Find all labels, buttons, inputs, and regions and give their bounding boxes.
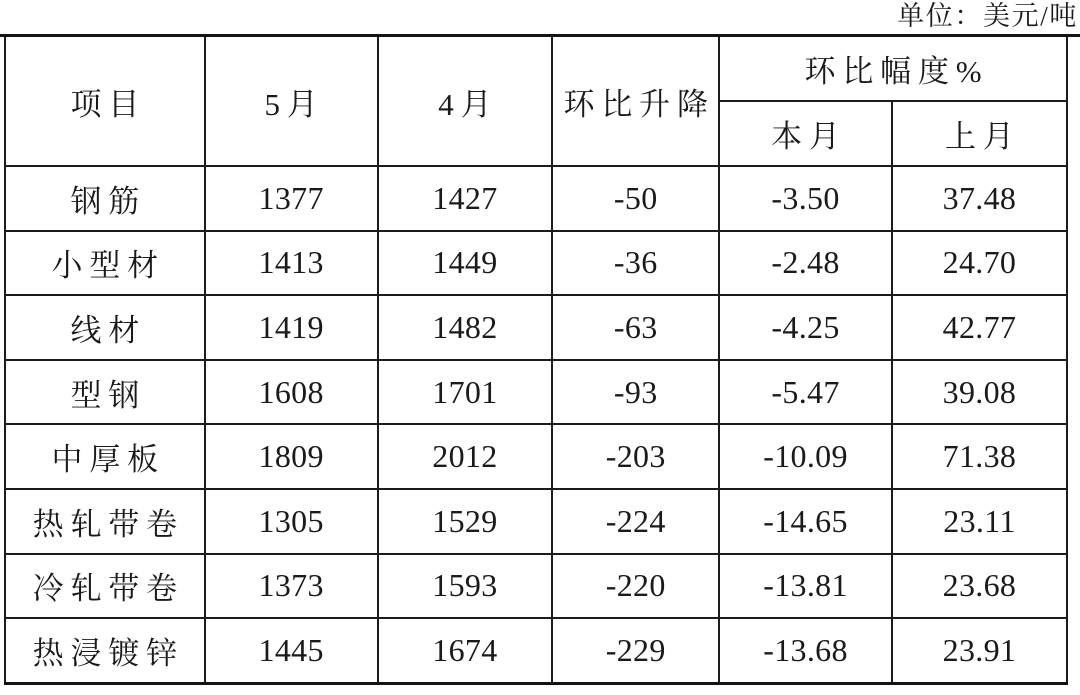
- cell-rate-last: 24.70: [892, 231, 1067, 296]
- table-row: [5, 554, 1067, 619]
- cell-rate-last: 23.91: [892, 618, 1067, 683]
- cell-change: -93: [552, 360, 719, 425]
- cell-rate-this: -3.50: [719, 166, 892, 231]
- cell-rate-this: -13.68: [719, 618, 892, 683]
- cell-rate-this: -5.47: [719, 360, 892, 425]
- table-row: [5, 360, 1067, 425]
- cell-change: -36: [552, 231, 719, 296]
- row-label: 冷轧带卷: [5, 554, 205, 619]
- col-header-april: 4月: [378, 36, 553, 167]
- cell-may: 1608: [205, 360, 378, 425]
- cell-may: 1413: [205, 231, 378, 296]
- col-header-may: 5月: [205, 36, 378, 167]
- cell-rate-this: -4.25: [719, 295, 892, 360]
- cell-rate-last: 37.48: [892, 166, 1067, 231]
- row-label: 小型材: [5, 231, 205, 296]
- table-row: [5, 166, 1067, 231]
- cell-may: 1809: [205, 424, 378, 489]
- cell-rate-last: 39.08: [892, 360, 1067, 425]
- cell-april: 1674: [378, 618, 553, 683]
- cell-change: -50: [552, 166, 719, 231]
- cell-may: 1377: [205, 166, 378, 231]
- row-label: 热浸镀锌: [5, 618, 205, 683]
- table-row: [5, 424, 1067, 489]
- cell-rate-last: 23.11: [892, 489, 1067, 554]
- col-header-mom-rate: 环比幅度%: [719, 36, 1067, 102]
- table-row: [5, 618, 1067, 683]
- cell-april: 1482: [378, 295, 553, 360]
- col-header-mom-change: 环比升降: [552, 36, 719, 167]
- cell-may: 1419: [205, 295, 378, 360]
- cell-rate-this: -14.65: [719, 489, 892, 554]
- cell-april: 1449: [378, 231, 553, 296]
- table-row: [5, 295, 1067, 360]
- cell-may: 1445: [205, 618, 378, 683]
- row-label: 线材: [5, 295, 205, 360]
- cell-april: 1529: [378, 489, 553, 554]
- row-label: 中厚板: [5, 424, 205, 489]
- row-label: 热轧带卷: [5, 489, 205, 554]
- row-label: 型钢: [5, 360, 205, 425]
- cell-rate-this: -2.48: [719, 231, 892, 296]
- cell-rate-last: 23.68: [892, 554, 1067, 619]
- cell-april: 1427: [378, 166, 553, 231]
- unit-note: 单位：美元/吨: [897, 1, 1078, 31]
- table-row: [5, 489, 1067, 554]
- cell-change: -63: [552, 295, 719, 360]
- cell-april: 1701: [378, 360, 553, 425]
- row-label: 钢筋: [5, 166, 205, 231]
- table-row: [5, 231, 1067, 296]
- col-header-last-month: 上月: [892, 101, 1067, 166]
- header-row-1: [5, 36, 1067, 102]
- cell-change: -203: [552, 424, 719, 489]
- cell-change: -229: [552, 618, 719, 683]
- cell-may: 1373: [205, 554, 378, 619]
- cell-rate-this: -13.81: [719, 554, 892, 619]
- cell-may: 1305: [205, 489, 378, 554]
- cell-change: -224: [552, 489, 719, 554]
- steel-price-table: [4, 34, 1068, 685]
- cell-april: 1593: [378, 554, 553, 619]
- cell-rate-this: -10.09: [719, 424, 892, 489]
- cell-change: -220: [552, 554, 719, 619]
- col-header-this-month: 本月: [719, 101, 892, 166]
- cell-april: 2012: [378, 424, 553, 489]
- cell-rate-last: 42.77: [892, 295, 1067, 360]
- col-header-item: 项目: [5, 36, 205, 167]
- cell-rate-last: 71.38: [892, 424, 1067, 489]
